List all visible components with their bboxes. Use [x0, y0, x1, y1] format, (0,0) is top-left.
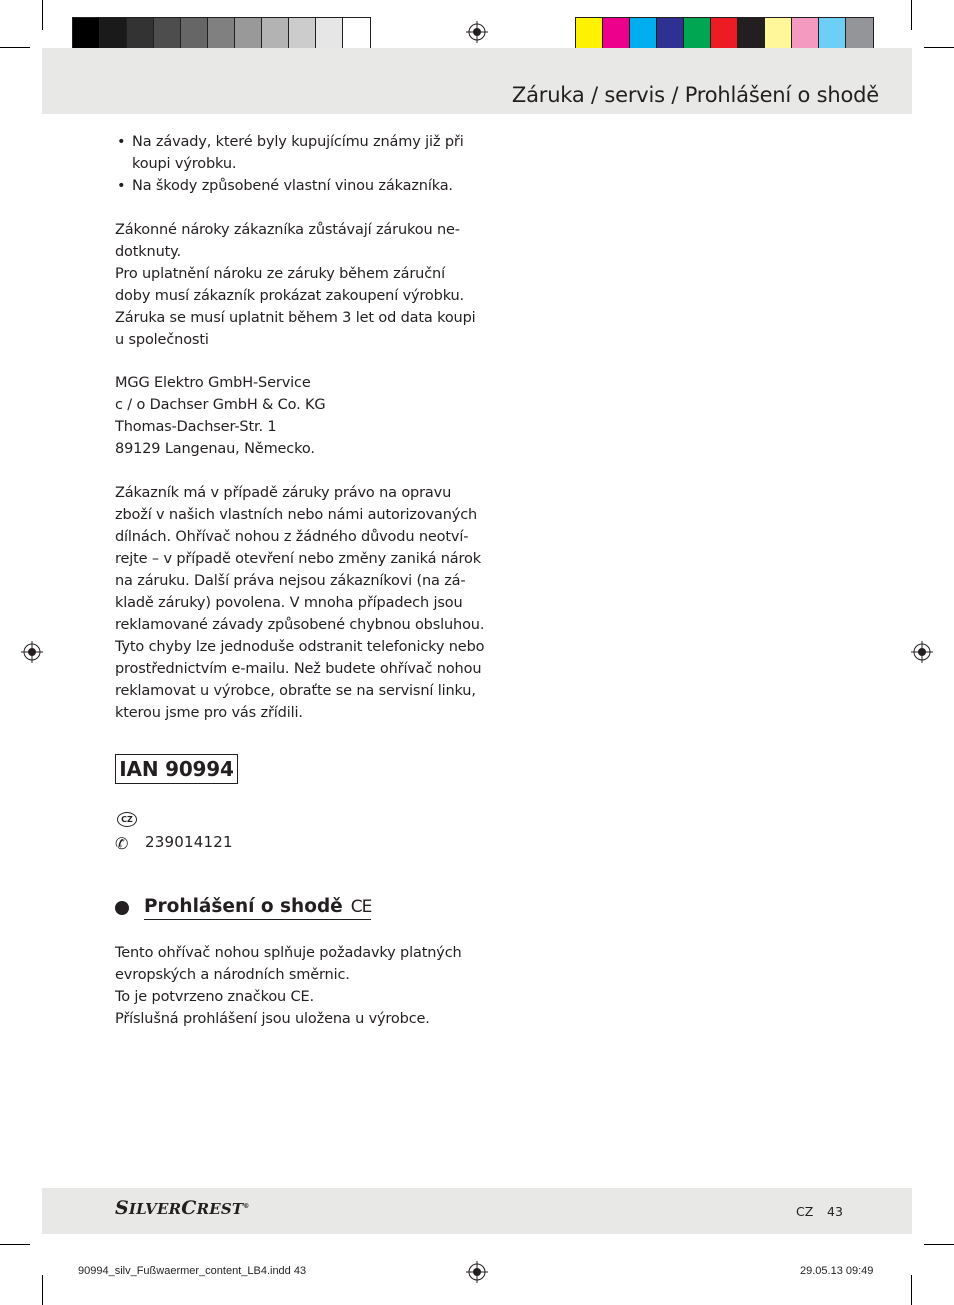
text-line: Pro uplatnění nároku ze záruky během záruční	[115, 266, 445, 282]
text-line: • Na škody způsobené vlastní vinou zákazníka.	[132, 178, 453, 194]
slug-timestamp: 29.05.13 09:49	[800, 1265, 874, 1277]
color-swatch	[846, 18, 873, 48]
hotline-number: 239014121	[145, 833, 233, 851]
crop-mark	[0, 1244, 30, 1245]
ce-mark-icon: CE	[350, 896, 372, 917]
color-swatch	[603, 18, 630, 48]
registration-mark-icon	[21, 641, 43, 663]
claims-paragraph	[115, 219, 475, 351]
text-line: zboží v našich vlastních nebo námi autorizovaných	[115, 507, 478, 523]
crop-mark	[42, 1275, 43, 1305]
registration-mark-icon	[466, 21, 488, 43]
crop-mark	[924, 47, 954, 48]
text-line: Příslušná prohlášení jsou uložena u výrobce.	[115, 1011, 430, 1027]
color-swatch	[289, 18, 316, 48]
color-swatch	[792, 18, 819, 48]
address-line: MGG Elektro GmbH-Service	[115, 375, 311, 391]
text-line: Záruka se musí uplatnit během 3 let od data koupi	[115, 310, 476, 326]
address-line: c / o Dachser GmbH & Co. KG	[115, 397, 326, 413]
language-code: CZ	[796, 1204, 814, 1219]
section-heading	[115, 896, 371, 920]
text-line: kladě záruky) povolena. V mnoha případech jsou	[115, 595, 463, 611]
color-swatch	[657, 18, 684, 48]
text-line: Tyto chyby lze jednoduše odstranit telefonicky nebo	[115, 639, 485, 655]
color-swatch	[738, 18, 765, 48]
registration-mark-icon	[911, 641, 933, 663]
crop-mark	[0, 47, 30, 48]
process-color-bar	[575, 17, 874, 49]
color-swatch	[181, 18, 208, 48]
service-address	[115, 372, 475, 460]
crop-mark	[42, 0, 43, 30]
page-title: Záruka / servis / Prohlášení o shodě	[511, 83, 879, 107]
color-swatch	[127, 18, 154, 48]
registered-mark: ®	[243, 1203, 250, 1210]
text-line: reklamovat u výrobce, obraťte se na servisní linku,	[115, 683, 476, 699]
text-line: • Na závady, které byly kupujícímu známy již při	[132, 134, 464, 150]
logo-letter: C	[181, 1197, 197, 1219]
text-line: kterou jsme pro vás zřídili.	[115, 705, 303, 721]
logo-letter: S	[115, 1197, 129, 1219]
color-swatch	[235, 18, 262, 48]
text-line: To je potvrzeno značkou CE.	[115, 989, 314, 1005]
text-line: prostřednictvím e-mailu. Než budete ohřívač nohou	[115, 661, 482, 677]
color-swatch	[73, 18, 100, 48]
text-line: rejte – v případě otevření nebo změny zaniká nárok	[115, 551, 481, 567]
color-swatch	[316, 18, 343, 48]
color-swatch	[262, 18, 289, 48]
text-line: doby musí zákazník prokázat zakoupení výrobku.	[115, 288, 464, 304]
address-line: Thomas-Dachser-Str. 1	[115, 419, 277, 435]
color-swatch	[343, 18, 370, 48]
grayscale-color-bar	[72, 17, 371, 49]
color-swatch	[819, 18, 846, 48]
ian-number-box: IAN 90994	[115, 754, 238, 784]
color-swatch	[100, 18, 127, 48]
text-line: Zákazník má v případě záruky právo na opravu	[115, 485, 452, 501]
text-line: dotknuty.	[115, 244, 181, 260]
color-swatch	[576, 18, 603, 48]
list-item	[115, 175, 475, 197]
country-badge: CZ	[117, 812, 137, 827]
bullet-dot-icon	[115, 901, 129, 915]
color-swatch	[765, 18, 792, 48]
color-swatch	[684, 18, 711, 48]
logo-part: REST	[196, 1200, 244, 1218]
crop-mark	[924, 1244, 954, 1245]
color-swatch	[630, 18, 657, 48]
section-title-underlined	[144, 896, 371, 920]
exclusion-list	[115, 131, 475, 197]
crop-mark	[911, 0, 912, 30]
text-line: Tento ohřívač nohou splňuje požadavky platných	[115, 945, 462, 961]
slug-filename: 90994_silv_Fußwaermer_content_LB4.indd 43	[78, 1265, 307, 1277]
list-item	[115, 131, 475, 175]
color-swatch	[208, 18, 235, 48]
text-line: u společnosti	[115, 332, 209, 348]
silvercrest-logo	[115, 1197, 249, 1219]
color-swatch	[711, 18, 738, 48]
text-line: na záruku. Další práva nejsou zákazníkovi (na zá-	[115, 573, 466, 589]
text-line: Zákonné nároky zákazníka zůstávají zárukou ne-	[115, 222, 460, 238]
text-line: reklamované závady způsobené chybnou obsluhou.	[115, 617, 485, 633]
logo-part: ILVER	[128, 1200, 182, 1218]
crop-mark	[911, 1275, 912, 1305]
text-line: koupi výrobku.	[132, 156, 237, 172]
section-title: Prohlášení o shodě	[144, 896, 343, 917]
repair-paragraph	[115, 482, 485, 724]
phone-icon: ✆	[115, 834, 129, 853]
registration-mark-icon	[466, 1261, 488, 1283]
text-line: dílnách. Ohřívač nohou z žádného důvodu neotví-	[115, 529, 469, 545]
text-line: evropských a národních směrnic.	[115, 967, 350, 983]
page-number: 43	[827, 1204, 843, 1219]
conformity-paragraph	[115, 942, 475, 1030]
color-swatch	[154, 18, 181, 48]
address-line: 89129 Langenau, Německo.	[115, 441, 315, 457]
